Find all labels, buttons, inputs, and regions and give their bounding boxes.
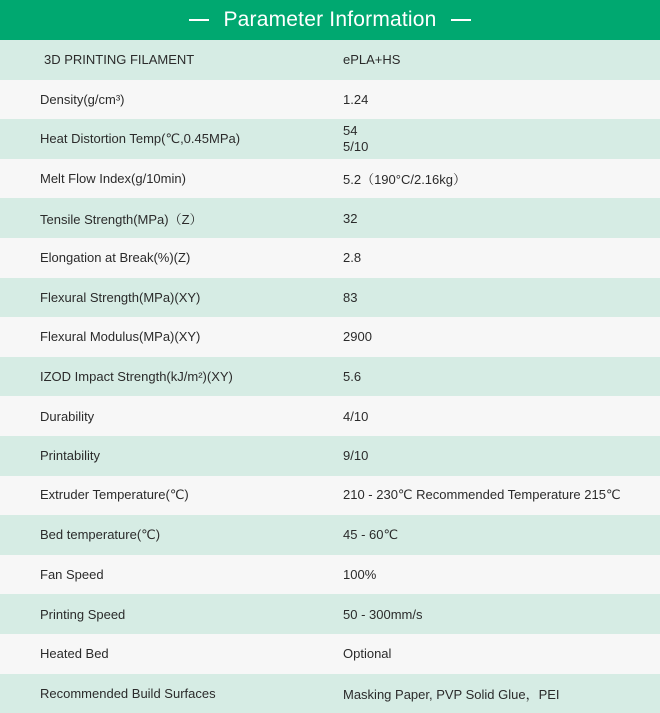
table-row — [0, 436, 660, 476]
table-row — [0, 40, 660, 80]
param-value: 210 - 230℃ Recommended Temperature 215℃ — [343, 487, 621, 503]
param-label: Durability — [40, 408, 95, 424]
param-value: 5.6 — [343, 369, 362, 385]
table-row — [0, 159, 660, 199]
section-header — [0, 0, 660, 40]
page-title: Parameter Information — [223, 8, 437, 31]
table-row — [0, 396, 660, 436]
param-value: Optional — [343, 646, 392, 662]
table-row — [0, 515, 660, 555]
param-value: ePLA+HS — [343, 52, 401, 68]
table-row — [0, 317, 660, 357]
param-value: 100% — [343, 567, 377, 583]
param-value: 4/10 — [343, 408, 369, 424]
param-label: Heated Bed — [40, 646, 109, 662]
param-label: Printing Speed — [40, 606, 126, 622]
param-label: Heat Distortion Temp(℃,0.45MPa) — [40, 130, 241, 146]
param-label: IZOD Impact Strength(kJ/m²)(XY) — [40, 369, 233, 385]
param-value: 83 — [343, 289, 358, 305]
param-label: Fan Speed — [40, 567, 104, 583]
param-label: Density(g/cm³) — [40, 91, 125, 107]
parameter-table — [0, 40, 660, 713]
param-value: 32 — [343, 210, 358, 226]
param-label: Melt Flow Index(g/10min) — [40, 171, 186, 187]
param-label: 3D PRINTING FILAMENT — [44, 52, 195, 68]
table-row — [0, 278, 660, 318]
table-row — [0, 80, 660, 120]
param-label: Recommended Build Surfaces — [40, 685, 216, 701]
param-value: 5.2（190°C/2.16kg） — [343, 172, 466, 188]
table-row — [0, 357, 660, 397]
table-row — [0, 198, 660, 238]
param-value: 1.24 — [343, 91, 369, 107]
param-label: Bed temperature(℃) — [40, 526, 161, 542]
param-value: Masking Paper, PVP Solid Glue，PEI — [343, 686, 560, 702]
param-label: Tensile Strength(MPa)（Z） — [40, 211, 203, 227]
left-dash-decoration — [189, 19, 209, 21]
param-value-secondary: 5/10 — [343, 138, 369, 154]
param-value: 2.8 — [343, 250, 362, 266]
param-value: 2900 — [343, 329, 372, 345]
param-value: 50 - 300mm/s — [343, 606, 423, 622]
param-label: Printability — [40, 448, 100, 464]
param-value: 54 — [343, 122, 358, 138]
param-label: Extruder Temperature(℃) — [40, 487, 189, 503]
right-dash-decoration — [451, 19, 471, 21]
table-row — [0, 634, 660, 674]
param-label: Flexural Strength(MPa)(XY) — [40, 289, 201, 305]
param-value-multiline — [343, 123, 660, 155]
table-row — [0, 238, 660, 278]
table-row — [0, 594, 660, 634]
param-value: 9/10 — [343, 448, 369, 464]
param-label: Elongation at Break(%)(Z) — [40, 250, 191, 266]
table-row — [0, 555, 660, 595]
table-row — [0, 674, 660, 713]
table-row — [0, 119, 660, 159]
param-label: Flexural Modulus(MPa)(XY) — [40, 329, 201, 345]
table-row — [0, 476, 660, 516]
param-value: 45 - 60℃ — [343, 526, 399, 542]
